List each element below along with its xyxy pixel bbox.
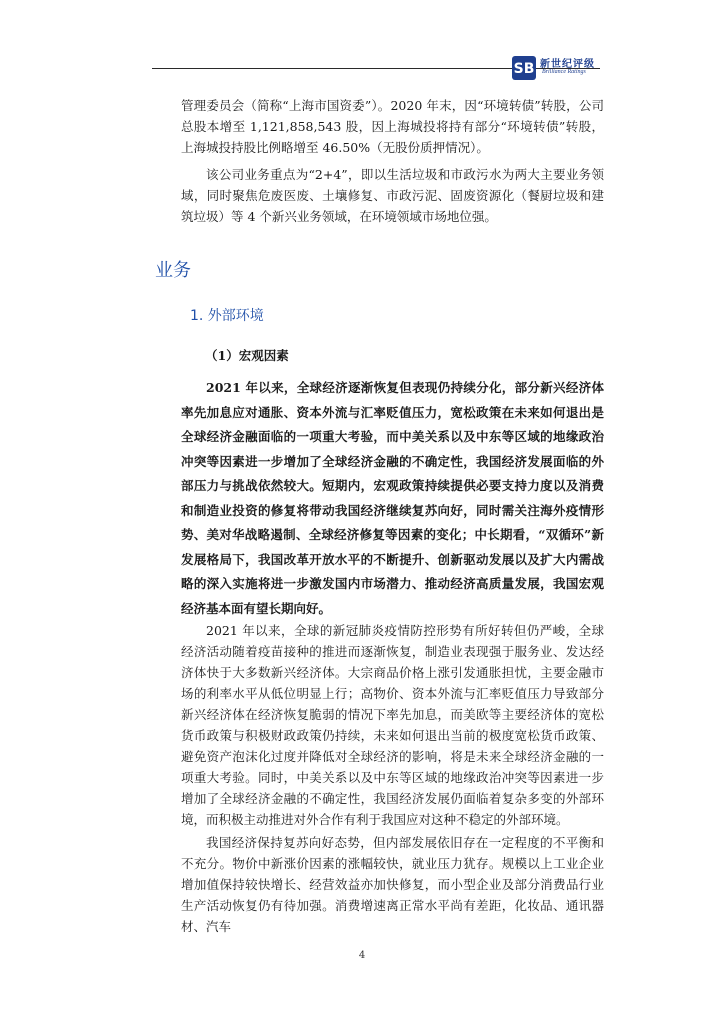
company-logo: [512, 54, 604, 82]
paragraph-shareholding: 管理委员会（简称“上海市国资委”）。2020 年末，因“环境转债”转股，公司总股本增至 1,121,858,543 股，因上海城投将持有部分“环境转债”转股，上海城投持股比例略增至 46.50%（无股份质押情况）。: [181, 98, 604, 155]
logo-mark-icon: [512, 56, 536, 80]
svg-text:SB: SB: [513, 61, 535, 77]
paragraph-macro-summary: 2021 年以来，全球经济逐渐恢复但表现仍持续分化，部分新兴经济体率先加息应对通胀、资本外流与汇率贬值压力，宽松政策在未来如何退出是全球经济金融面临的一项重大考验，而中美关系以及中东等区域的地缘政治冲突等因素进一步增加了全球经济金融的不确定性，我国经济发展面临的外部压力与挑战依然较大。短期内，宏观政策持续提供必要支持力度以及消费和制造业投资的修复将带动我国经济继续复苏向好，同时需关注海外疫情形势、美对华战略遏制、全球经济修复等因素的变化；中长期看，“双循环”新发展格局下，我国改革开放水平的不断提升、创新驱动发展以及扩大内需战略的深入实施将进一步激发国内市场潜力、推动经济高质量发展，我国宏观经济基本面有望长期向好。: [181, 380, 604, 616]
section-title-business: 业务: [155, 260, 191, 281]
page-number: 4: [358, 950, 366, 961]
logo-en-text: Brilliance Ratings: [542, 69, 586, 75]
logo-cn-text: 新世纪评级: [540, 59, 595, 70]
paragraph-domestic-economy: 我国经济保持复苏向好态势，但内部发展依旧存在一定程度的不平衡和不充分。物价中新涨价因素的涨幅较快，就业压力犹存。规模以上工业企业增加值保持较快增长、经营效益亦加快修复，而小型企业及部分消费品行业生产活动恢复仍有待加强。消费增速离正常水平尚有差距，化妆品、通讯器材、汽车: [181, 835, 604, 934]
subsection-title-external-env: 1. 外部环境: [190, 308, 264, 324]
paragraph-global-economy: 2021 年以来，全球的新冠肺炎疫情防控形势有所好转但仍严峻，全球经济活动随着疫苗接种的推进而逐渐恢复，制造业表现强于服务业、发达经济体快于大多数新兴经济体。大宗商品价格上涨引发通胀担忧，主要金融市场的利率水平从低位明显上行；高物价、资本外流与汇率贬值压力导致部分新兴经济体在经济恢复脆弱的情况下率先加息，而美欧等主要经济体的宽松货币政策与积极财政政策仍持续，未来如何退出当前的极度宽松货币政策、避免资产泡沫化过度并降低对全球经济的影响，将是未来全球经济金融的一项重大考验。同时，中美关系以及中东等区域的地缘政治冲突等因素进一步增加了全球经济金融的不确定性，我国经济发展仍面临着复杂多变的外部环境，而积极主动推进对外合作有利于我国应对这种不稳定的外部环境。: [181, 623, 604, 827]
subsub-title-macro: （1）宏观因素: [205, 348, 289, 363]
paragraph-business-focus: 该公司业务重点为“2+4”，即以生活垃圾和市政污水为两大主要业务领域，同时聚焦危废医废、土壤修复、市政污泥、固废资源化（餐厨垃圾和建筑垃圾）等 4 个新兴业务领域，在环境领域市场地位强。: [181, 167, 604, 224]
